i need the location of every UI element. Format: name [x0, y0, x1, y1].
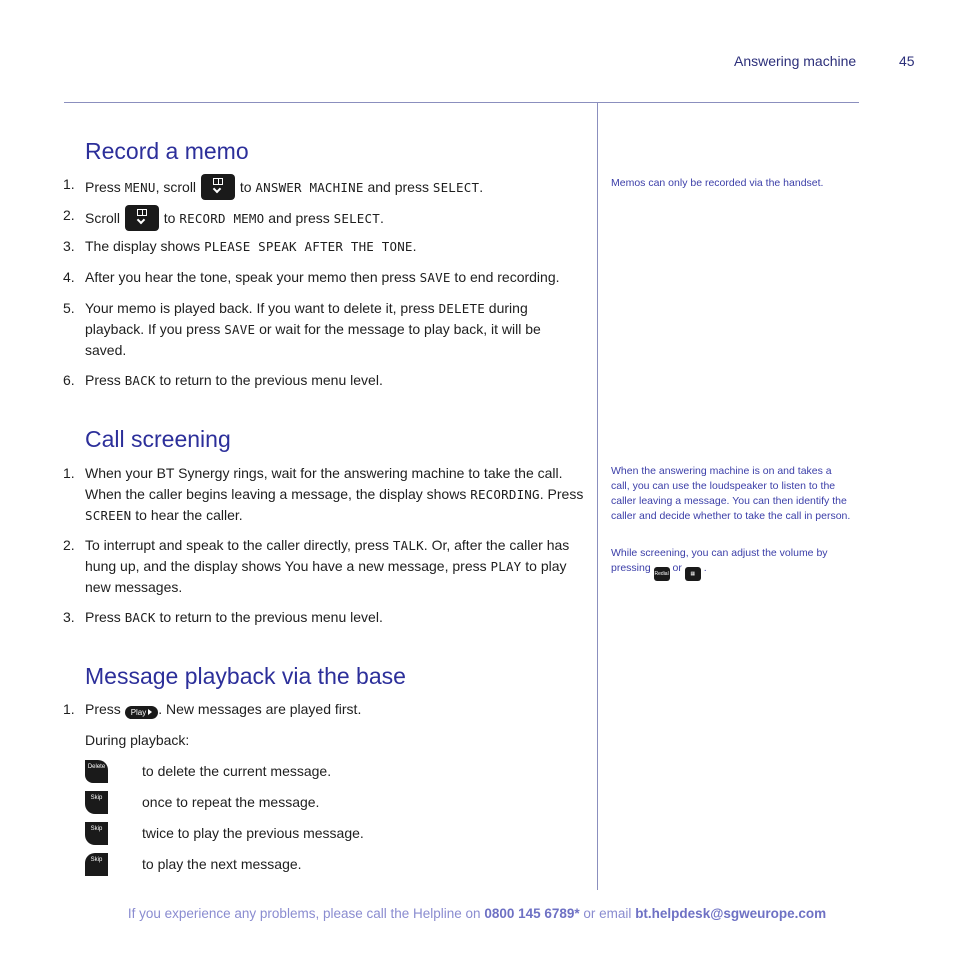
playback-repeat-text: once to repeat the message. [142, 794, 320, 810]
helpdesk-email[interactable]: bt.helpdesk@sgweurope.com [635, 906, 827, 921]
sidebar-note-memo: Memos can only be recorded via the handset. [611, 177, 824, 189]
top-rule [64, 102, 859, 103]
skip-back-key-icon: Skip [85, 822, 108, 845]
calls-list-key-icon: ▦ [685, 567, 701, 581]
skip-back-key-icon: Skip [85, 791, 108, 814]
playback-next-text: to play the next message. [142, 856, 302, 872]
nav-down-key-icon [125, 205, 159, 231]
play-key-icon: Play [125, 706, 159, 719]
playback-delete-text: to delete the current message. [142, 763, 332, 779]
playback-previous-text: twice to play the previous message. [142, 825, 364, 841]
page-number: 45 [899, 53, 915, 69]
footer-helpline: If you experience any problems, please call the Helpline on 0800 145 6789* or email bt.helpdesk@sgweurope.com [127, 906, 827, 921]
column-divider [597, 102, 598, 890]
delete-key-icon: Delete [85, 760, 108, 783]
section-title-message-playback: Message playback via the base [85, 663, 406, 689]
skip-forward-key-icon: Skip [85, 853, 108, 876]
section-title-call-screening: Call screening [85, 426, 231, 452]
nav-down-key-icon [201, 174, 235, 200]
redial-key-icon: Redial [654, 567, 670, 581]
helpline-phone: 0800 145 6789* [484, 906, 580, 921]
section-title-record-memo: Record a memo [85, 138, 249, 164]
sidebar-note-volume: While screening, you can adjust the volume by pressing Redial or ▦ . [611, 546, 831, 581]
during-playback-label: During playback: [85, 732, 190, 748]
running-header: Answering machine [734, 53, 857, 69]
sidebar-note-screening: When the answering machine is on and takes a call, you can use the loudspeaker to listen to the caller leaving a message. You can then identify the caller and decide whether to take the call in person. [611, 465, 851, 522]
